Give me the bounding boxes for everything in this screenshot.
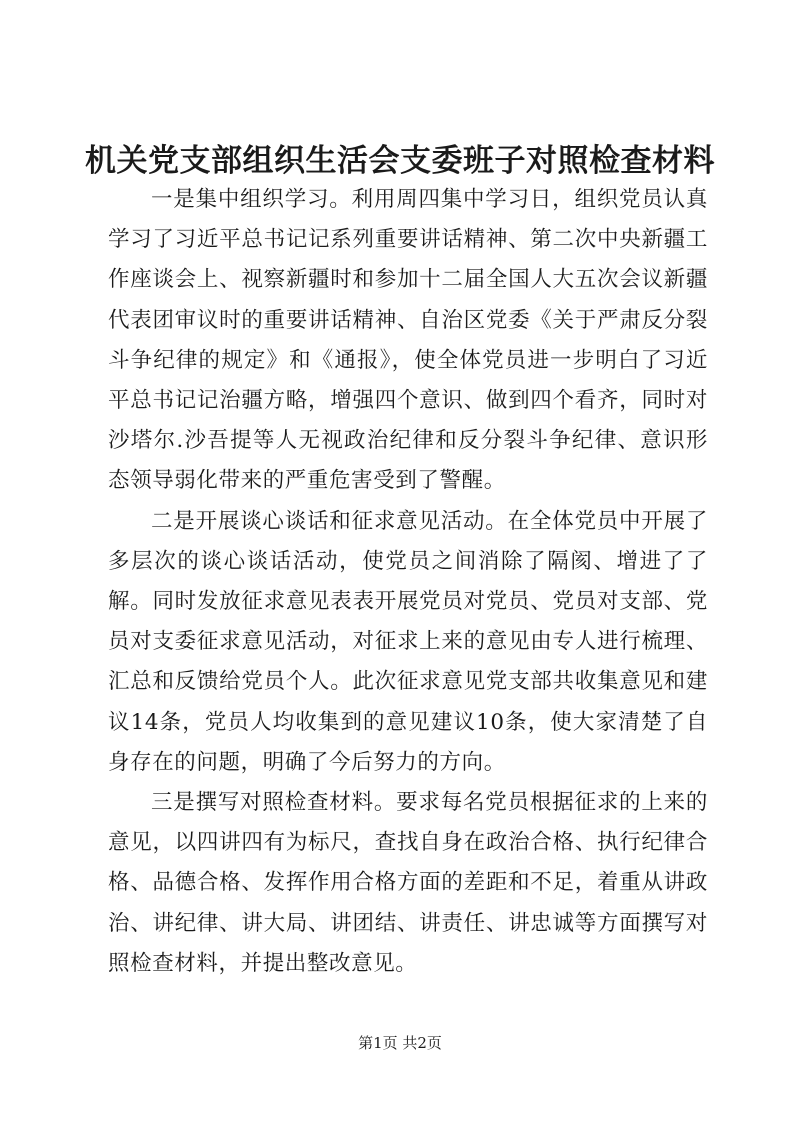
paragraph-materials: 三是撰写对照检查材料。要求每名党员根据征求的上来的意见，以四讲四有为标尺，查找自身在政治合格、执行纪律合格、品德合格、发挥作用合格方面的差距和不足，着重从讲政治、讲纪律、讲大局、讲团结、讲责任、讲忠诚等方面撰写对照检查材料，并提出整改意见。 <box>108 790 708 976</box>
paragraph-study: 一是集中组织学习。利用周四集中学习日，组织党员认真学习了习近平总书记记系列重要讲话精神、第二次中央新疆工作座谈会上、视察新疆时和参加十二届全国人大五次会议新疆代表团审议时的重要讲话精神、自治区党委《关于严肃反分裂斗争纪律的规定》和《通报》，使全体党员进一步明白了习近平总书记记治疆方略，增强四个意识、做到四个看齐，同时对沙塔尔.沙吾提等人无视政治纪律和反分裂斗争纪律、意识形态领导弱化带来的严重危害受到了警醒。 <box>108 187 708 494</box>
document-body <box>108 180 708 984</box>
document-title: 机关党支部组织生活会支委班子对照检查材料 <box>85 143 715 179</box>
paragraph-talks: 二是开展谈心谈话和征求意见活动。在全体党员中开展了多层次的谈心谈话活动，使党员之间消除了隔阂、增进了了解。同时发放征求意见表表开展党员对党员、党员对支部、党员对支委征求意见活动，对征求上来的意见由专人进行梳理、汇总和反馈给党员个人。此次征求意见党支部共收集意见和建议14条，党员人均收集到的意见建议10条，使大家清楚了自身存在的问题，明确了今后努力的方向。 <box>108 508 708 775</box>
page-footer: 第1页 共2页 <box>358 1034 442 1052</box>
